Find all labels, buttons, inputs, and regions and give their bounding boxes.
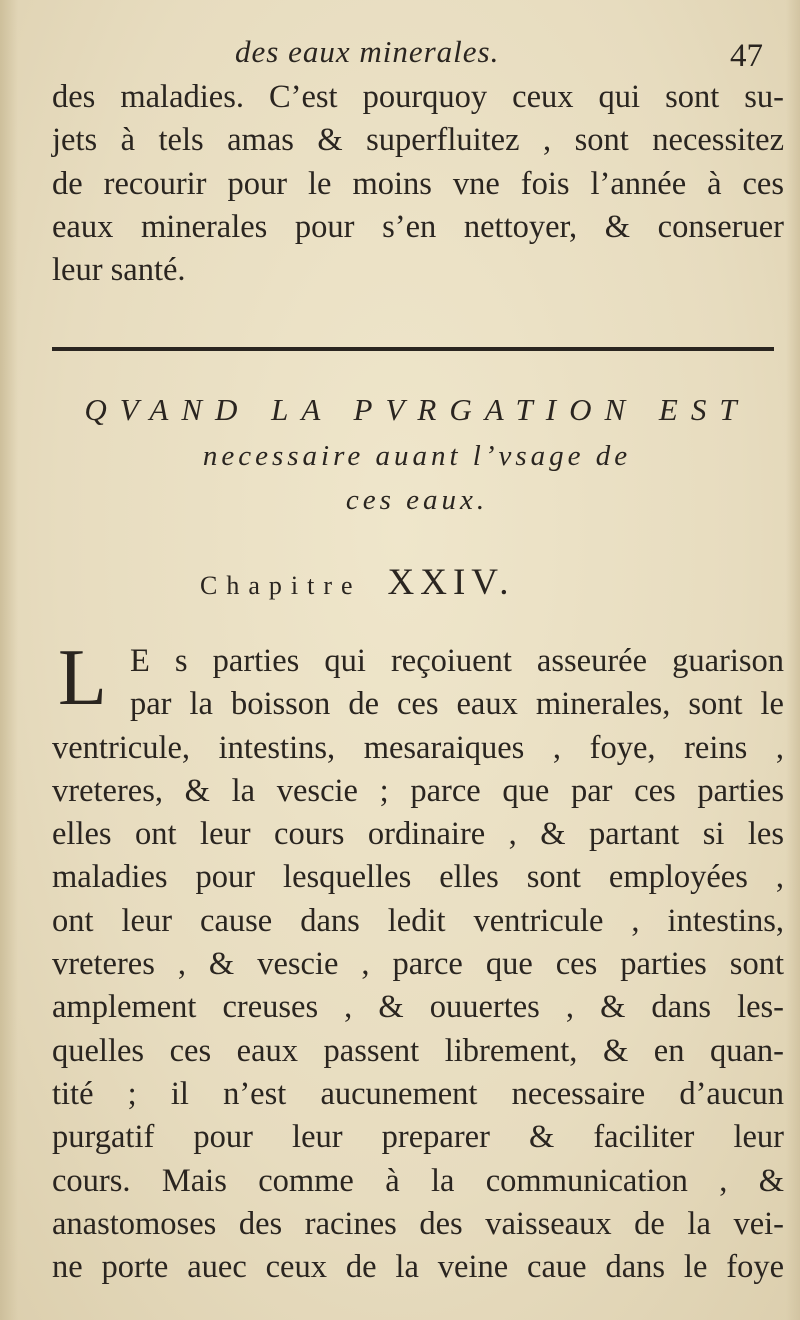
text-line: purgatif pour leur preparer & faciliter leur — [52, 1119, 784, 1156]
text-line: vreteres, & la vescie ; parce que par ces parties — [52, 772, 784, 809]
text-line: E s parties qui reçoiuent asseurée guarison — [130, 643, 784, 679]
chapter-number: XXIV. — [387, 562, 515, 603]
text-line: ont leur cause dans ledit ventricule , intestins, — [52, 902, 784, 939]
running-head: des eaux minerales. — [235, 34, 500, 69]
text-line: ventricule, intestins, mesaraiques , foye, reins , — [52, 729, 784, 766]
text-line: leur santé. — [52, 252, 186, 289]
text-line: des maladies. C’est pourquoy ceux qui sont su- — [52, 79, 784, 115]
text-line: de recourir pour le moins vne fois l’année à ces — [52, 165, 784, 202]
chapter-word: Chapitre — [200, 571, 362, 600]
text-line: elles ont leur cours ordinaire , & partant si les — [52, 816, 784, 853]
page-number: 47 — [730, 38, 763, 74]
text-line: jets à tels amas & superfluitez , sont necessitez — [52, 122, 784, 159]
section-divider-rule — [52, 347, 774, 351]
text-line: cours. Mais comme à la communication , & — [52, 1162, 784, 1199]
chapter-title-line: ces eaux. — [345, 484, 489, 516]
paragraph-continued — [52, 76, 784, 292]
text-line: maladies pour lesquelles elles sont employées , — [52, 859, 784, 896]
chapter-title-line: necessaire auant l’vsage de — [202, 440, 632, 472]
text-line: eaux minerales pour s’en nettoyer, & conseruer — [52, 208, 784, 245]
chapter-heading — [200, 561, 515, 604]
chapter-title-line: QVAND LA PVRGATION EST — [84, 392, 750, 427]
chapter-body-paragraph — [52, 634, 784, 1289]
text-line: amplement creuses , & ouuertes , & dans les- — [52, 989, 784, 1026]
text-line: par la boisson de ces eaux minerales, sont le — [130, 686, 784, 723]
text-line: tité ; il n’est aucunement necessaire d’aucun — [52, 1075, 784, 1112]
text-line: ne porte auec ceux de la veine caue dans le foye — [52, 1249, 784, 1286]
drop-cap: L — [58, 634, 107, 722]
text-line: vreteres , & vescie , parce que ces parties sont — [52, 946, 784, 983]
text-line: anastomoses des racines des vaisseaux de la vei- — [52, 1205, 784, 1242]
text-line: quelles ces eaux passent librement, & en quan- — [52, 1032, 784, 1069]
